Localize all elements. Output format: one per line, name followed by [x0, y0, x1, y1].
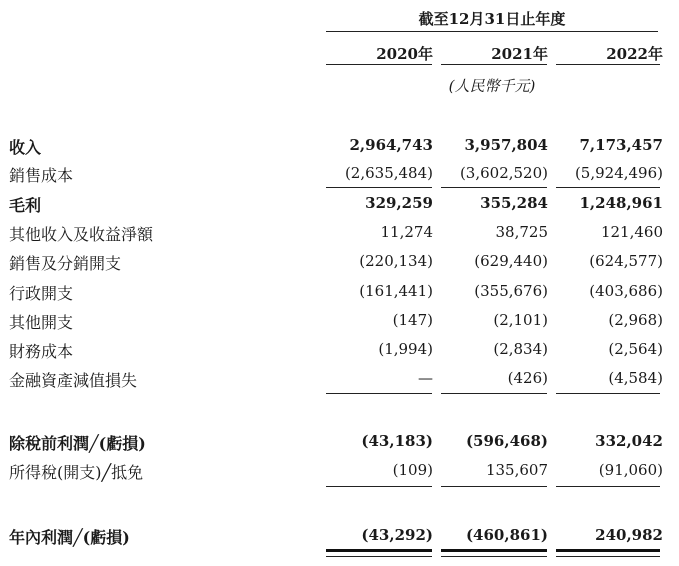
row-value: (2,564): [608, 340, 663, 358]
row-value: (147): [392, 311, 433, 329]
subtotal-rule: [441, 187, 547, 188]
subtotal-rule: [326, 187, 432, 188]
row-value: 1,248,961: [579, 194, 663, 212]
row-value: (629,440): [474, 252, 548, 270]
subtotal-rule: [441, 486, 547, 487]
row-label-selling-expenses: 銷售及分銷開支: [9, 254, 122, 273]
row-value: 332,042: [595, 432, 663, 450]
subtotal-rule: [556, 393, 660, 394]
row-value: 121,460: [600, 223, 663, 241]
total-double-rule: [326, 549, 432, 552]
total-double-rule: [326, 556, 432, 557]
row-value: 3,957,804: [464, 136, 548, 154]
row-value: (596,468): [465, 432, 548, 450]
row-value: (3,602,520): [459, 164, 548, 182]
row-value: 329,259: [365, 194, 433, 212]
row-value: —: [418, 369, 433, 387]
row-label-profit-for-year: 年內利潤╱(虧損): [9, 528, 130, 547]
year-rule: [326, 64, 432, 65]
row-label-impairment-losses: 金融資產減值損失: [9, 371, 138, 390]
total-double-rule: [556, 556, 660, 557]
row-label-gross-profit: 毛利: [9, 196, 42, 215]
row-value: (355,676): [474, 282, 548, 300]
year-header-2020: 2020年: [376, 45, 433, 63]
subtotal-rule: [326, 486, 432, 487]
row-value: (2,101): [493, 311, 548, 329]
row-label-profit-before-tax: 除稅前利潤╱(虧損): [9, 434, 146, 453]
row-value: (426): [507, 369, 548, 387]
row-value: (4,584): [608, 369, 663, 387]
row-value: (43,292): [361, 526, 433, 544]
row-label-other-income: 其他收入及收益淨額: [9, 225, 154, 244]
row-value: (460,861): [465, 526, 548, 544]
subtotal-rule: [326, 393, 432, 394]
row-value: (2,635,484): [344, 164, 433, 182]
row-value: 2,964,743: [349, 136, 433, 154]
row-value: 240,982: [595, 526, 663, 544]
row-label-cost-of-sales: 銷售成本: [9, 166, 74, 185]
period-title: 截至12月31日止年度: [418, 10, 566, 28]
row-label-finance-costs: 財務成本: [9, 342, 74, 361]
total-double-rule: [441, 556, 547, 557]
row-value: (161,441): [359, 282, 433, 300]
year-rule: [556, 64, 660, 65]
row-value: (403,686): [589, 282, 663, 300]
row-value: (2,834): [493, 340, 548, 358]
row-value: 355,284: [480, 194, 548, 212]
row-value: (2,968): [608, 311, 663, 329]
row-label-income-tax: 所得稅(開支)╱抵免: [9, 463, 144, 482]
total-double-rule: [556, 549, 660, 552]
row-value: (91,060): [598, 461, 663, 479]
subtotal-rule: [556, 187, 660, 188]
row-value: (220,134): [359, 252, 433, 270]
currency-unit: (人民幣千元): [448, 77, 536, 95]
row-value: 38,725: [495, 223, 548, 241]
row-label-other-expenses: 其他開支: [9, 313, 74, 332]
row-value: (109): [392, 461, 433, 479]
row-label-admin-expenses: 行政開支: [9, 284, 74, 303]
row-label-revenue: 收入: [9, 138, 42, 157]
row-value: (1,994): [378, 340, 433, 358]
year-header-2021: 2021年: [491, 45, 548, 63]
row-value: (43,183): [361, 432, 433, 450]
header-rule: [326, 31, 658, 32]
subtotal-rule: [441, 393, 547, 394]
year-rule: [441, 64, 547, 65]
row-value: (5,924,496): [574, 164, 663, 182]
row-value: 135,607: [485, 461, 548, 479]
row-value: 11,274: [380, 223, 433, 241]
subtotal-rule: [556, 486, 660, 487]
total-double-rule: [441, 549, 547, 552]
row-value: (624,577): [589, 252, 663, 270]
year-header-2022: 2022年: [606, 45, 663, 63]
row-value: 7,173,457: [579, 136, 663, 154]
